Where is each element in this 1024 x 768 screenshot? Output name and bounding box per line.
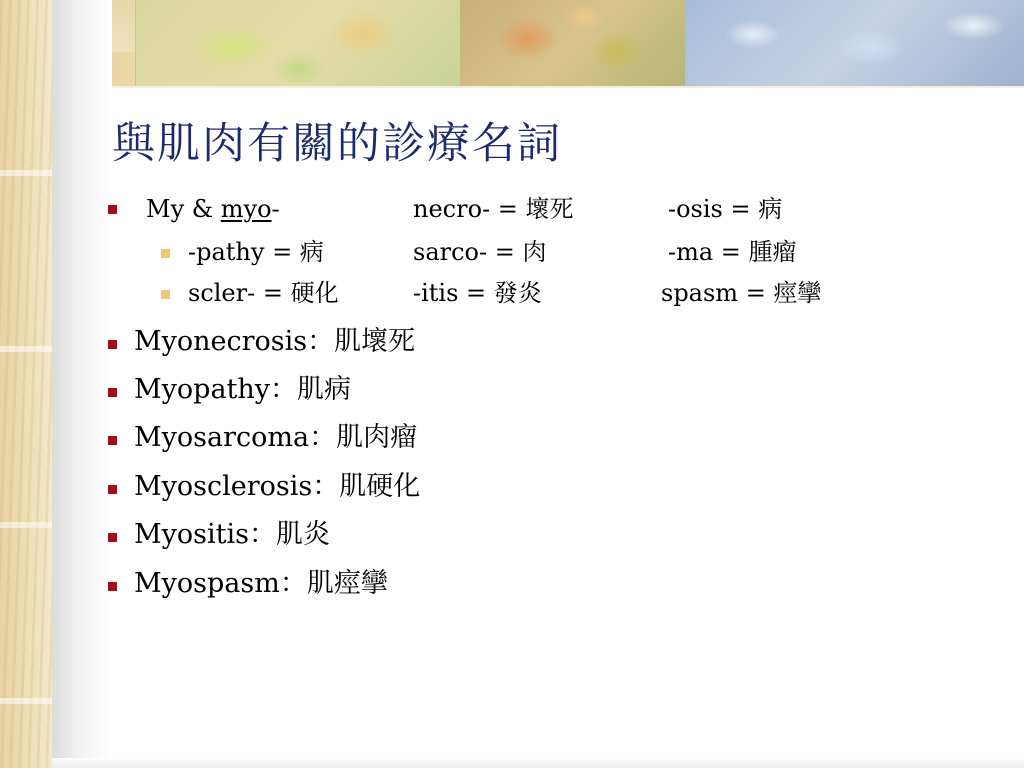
bullet-square [108,388,117,397]
term-chinese: 肌硬化 [339,471,421,502]
term-chinese: 肌痙攣 [306,568,388,599]
bullet-square [108,340,117,349]
term-english: Myonecrosis： [134,326,335,357]
term-english: Myosarcoma： [134,422,337,453]
term-chinese: 肌炎 [276,519,330,550]
term-english: Myositis： [134,519,276,550]
term-english: Myosclerosis： [134,471,340,502]
term-chinese: 肌病 [297,374,352,405]
term-english: Myopathy： [134,374,298,405]
suffix-osis: -osis = 病 [668,195,783,223]
term-chinese: 肌肉瘤 [336,422,418,453]
word-spasm: spasm = 痙攣 [661,279,822,307]
prefix-scler: scler- = 硬化 [188,279,339,307]
term-item [134,521,330,548]
term-item [134,328,415,355]
prefix-myo-underlined: myo [220,195,272,223]
term-english: Myospasm： [134,568,307,599]
bullet-square [108,533,117,542]
bullet-square [108,582,117,591]
suffix-pathy: -pathy = 病 [188,238,324,266]
term-item [134,570,388,597]
suffix-ma: -ma = 腫瘤 [668,238,797,266]
sub-bullet-square [161,290,170,299]
bullet-square [108,205,117,214]
sub-bullet-square [161,249,170,258]
prefix-necro: necro- = 壞死 [413,195,574,223]
term-item [134,424,417,451]
prefix-my-label: My & [146,195,221,223]
term-item [134,376,351,403]
slide-title: 與肌肉有關的診療名詞 [112,119,562,169]
bullet-square [108,436,117,445]
term-item [134,473,420,500]
prefix-row-main [146,197,280,221]
prefix-sarco: sarco- = 肉 [413,238,547,266]
bullet-square [108,485,117,494]
suffix-itis: -itis = 發炎 [413,279,542,307]
prefix-hyphen: - [271,195,280,223]
term-chinese: 肌壞死 [334,326,416,357]
